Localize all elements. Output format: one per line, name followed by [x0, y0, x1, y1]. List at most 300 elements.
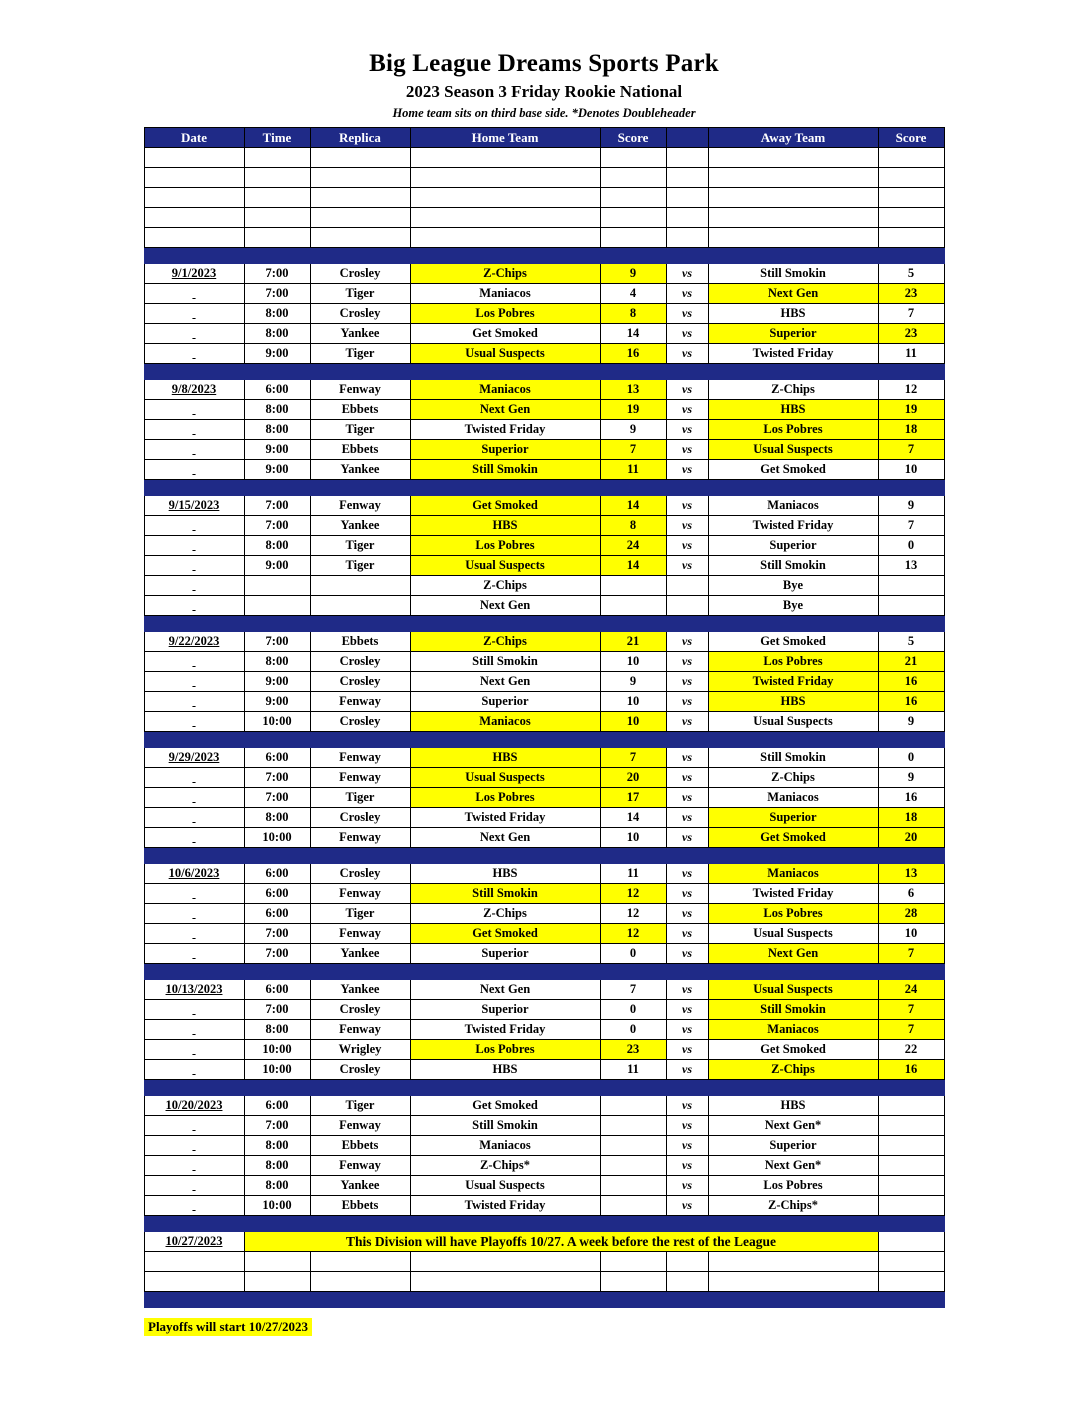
game-time: 9:00 [244, 460, 310, 480]
separator-cell [708, 732, 878, 748]
vs-label: vs [666, 944, 708, 964]
game-date [144, 1040, 244, 1060]
empty-cell [310, 1252, 410, 1272]
away-score: 5 [878, 264, 944, 284]
game-date [144, 576, 244, 596]
game-replica: Fenway [310, 768, 410, 788]
game-date [144, 516, 244, 536]
home-team: Superior [410, 692, 600, 712]
vs-label: vs [666, 1156, 708, 1176]
empty-row [144, 188, 944, 208]
separator-cell [144, 480, 244, 496]
vs-label: vs [666, 788, 708, 808]
home-score: 12 [600, 924, 666, 944]
game-row [144, 712, 944, 732]
empty-cell [708, 188, 878, 208]
col-away-score: Score [878, 128, 944, 148]
separator-cell [310, 1080, 410, 1096]
separator-cell [600, 964, 666, 980]
game-time: 8:00 [244, 1136, 310, 1156]
empty-cell [600, 148, 666, 168]
empty-cell [708, 1252, 878, 1272]
empty-cell [600, 208, 666, 228]
home-score [600, 1096, 666, 1116]
empty-cell [708, 1272, 878, 1292]
home-score: 17 [600, 788, 666, 808]
game-row [144, 536, 944, 556]
week-separator [144, 1216, 944, 1232]
home-team: Superior [410, 440, 600, 460]
away-team: Next Gen [708, 284, 878, 304]
home-score: 14 [600, 808, 666, 828]
away-team: HBS [708, 400, 878, 420]
away-score [878, 1196, 944, 1216]
col-home-score: Score [600, 128, 666, 148]
separator-cell [410, 248, 600, 264]
game-replica: Crosley [310, 864, 410, 884]
separator-cell [666, 848, 708, 864]
separator-cell [244, 480, 310, 496]
game-time: 8:00 [244, 420, 310, 440]
vs-label: vs [666, 1096, 708, 1116]
week-separator [144, 848, 944, 864]
vs-label: vs [666, 748, 708, 768]
game-date [144, 904, 244, 924]
separator-cell [600, 480, 666, 496]
game-row [144, 632, 944, 652]
away-score [878, 1176, 944, 1196]
separator-cell [410, 732, 600, 748]
away-score: 13 [878, 864, 944, 884]
game-replica: Fenway [310, 924, 410, 944]
vs-label: vs [666, 1176, 708, 1196]
home-team: Twisted Friday [410, 420, 600, 440]
game-date [144, 596, 244, 616]
empty-cell [666, 168, 708, 188]
game-row [144, 420, 944, 440]
separator-cell [144, 1080, 244, 1096]
vs-label: vs [666, 1000, 708, 1020]
game-row [144, 1196, 944, 1216]
home-team: HBS [410, 864, 600, 884]
home-score: 12 [600, 884, 666, 904]
game-row [144, 884, 944, 904]
separator-cell [310, 964, 410, 980]
game-replica: Tiger [310, 284, 410, 304]
game-replica: Fenway [310, 1116, 410, 1136]
empty-cell [666, 148, 708, 168]
vs-label: vs [666, 1136, 708, 1156]
game-time: 9:00 [244, 672, 310, 692]
home-score: 14 [600, 496, 666, 516]
away-team: Twisted Friday [708, 884, 878, 904]
game-row [144, 652, 944, 672]
game-replica [310, 596, 410, 616]
game-date [144, 788, 244, 808]
away-team: Next Gen* [708, 1116, 878, 1136]
separator-cell [144, 248, 244, 264]
home-team: Los Pobres [410, 788, 600, 808]
separator-cell [878, 732, 944, 748]
game-time: 7:00 [244, 1116, 310, 1136]
away-team: Los Pobres [708, 1176, 878, 1196]
vs-label: vs [666, 380, 708, 400]
away-team: Maniacos [708, 1020, 878, 1040]
vs-label: vs [666, 344, 708, 364]
vs-label: vs [666, 400, 708, 420]
separator-cell [244, 616, 310, 632]
col-vs [666, 128, 708, 148]
page-subtitle: 2023 Season 3 Friday Rookie National [405, 82, 683, 101]
vs-label: vs [666, 556, 708, 576]
home-team: Twisted Friday [410, 808, 600, 828]
away-team: Get Smoked [708, 632, 878, 652]
separator-cell [708, 616, 878, 632]
home-score: 11 [600, 460, 666, 480]
away-score: 16 [878, 672, 944, 692]
home-team: HBS [410, 1060, 600, 1080]
away-score: 18 [878, 808, 944, 828]
home-score: 0 [600, 1000, 666, 1020]
separator-cell [878, 616, 944, 632]
game-replica: Ebbets [310, 1196, 410, 1216]
vs-label: vs [666, 632, 708, 652]
game-time: 6:00 [244, 748, 310, 768]
empty-cell [666, 188, 708, 208]
game-replica [310, 576, 410, 596]
away-score [878, 1136, 944, 1156]
empty-cell [600, 188, 666, 208]
separator-cell [666, 964, 708, 980]
game-date [144, 1196, 244, 1216]
away-score: 10 [878, 924, 944, 944]
separator-cell [600, 848, 666, 864]
vs-label: vs [666, 884, 708, 904]
game-row [144, 304, 944, 324]
away-team: Z-Chips* [708, 1196, 878, 1216]
game-date [144, 924, 244, 944]
away-team: Superior [708, 1136, 878, 1156]
away-team: Twisted Friday [708, 516, 878, 536]
away-team: Still Smokin [708, 556, 878, 576]
home-team: Maniacos [410, 284, 600, 304]
separator-cell [244, 732, 310, 748]
game-replica: Ebbets [310, 400, 410, 420]
game-date [144, 420, 244, 440]
game-replica: Crosley [310, 808, 410, 828]
game-time [244, 576, 310, 596]
week-separator [144, 1292, 944, 1308]
empty-cell [410, 188, 600, 208]
home-team: Z-Chips [410, 576, 600, 596]
away-team: Z-Chips [708, 1060, 878, 1080]
game-date [144, 828, 244, 848]
separator-cell [410, 616, 600, 632]
away-score: 13 [878, 556, 944, 576]
game-row [144, 672, 944, 692]
game-time: 7:00 [244, 924, 310, 944]
separator-cell [878, 848, 944, 864]
away-score: 23 [878, 284, 944, 304]
separator-cell [878, 964, 944, 980]
empty-cell [144, 1252, 244, 1272]
empty-cell [708, 228, 878, 248]
game-date: 9/8/2023 [144, 380, 244, 400]
empty-cell [144, 208, 244, 228]
separator-cell [244, 1292, 310, 1308]
playoffs-message: This Division will have Playoffs 10/27. A week before the rest of the League [244, 1232, 878, 1252]
separator-cell [144, 1216, 244, 1232]
vs-label: vs [666, 440, 708, 460]
vs-label: vs [666, 1196, 708, 1216]
separator-cell [600, 1292, 666, 1308]
home-team: Maniacos [410, 712, 600, 732]
vs-label: vs [666, 808, 708, 828]
game-date: 9/1/2023 [144, 264, 244, 284]
empty-cell [144, 228, 244, 248]
game-row [144, 692, 944, 712]
game-row [144, 768, 944, 788]
game-date: 9/22/2023 [144, 632, 244, 652]
away-team: HBS [708, 304, 878, 324]
empty-cell [244, 168, 310, 188]
game-time: 8:00 [244, 808, 310, 828]
footer [144, 1308, 944, 1336]
away-team: Maniacos [708, 864, 878, 884]
game-time: 10:00 [244, 1040, 310, 1060]
vs-label: vs [666, 672, 708, 692]
vs-label [666, 596, 708, 616]
empty-cell [878, 168, 944, 188]
game-date [144, 1060, 244, 1080]
away-score: 0 [878, 748, 944, 768]
separator-cell [410, 364, 600, 380]
empty-row [144, 1252, 944, 1272]
empty-cell [410, 168, 600, 188]
home-team: HBS [410, 516, 600, 536]
away-team: HBS [708, 692, 878, 712]
home-score: 23 [600, 1040, 666, 1060]
game-time: 7:00 [244, 1000, 310, 1020]
home-team: Los Pobres [410, 536, 600, 556]
home-team: Get Smoked [410, 924, 600, 944]
separator-cell [600, 364, 666, 380]
game-replica: Yankee [310, 324, 410, 344]
home-team: Still Smokin [410, 1116, 600, 1136]
game-replica: Yankee [310, 460, 410, 480]
away-score: 16 [878, 1060, 944, 1080]
away-score [878, 1096, 944, 1116]
empty-cell [708, 168, 878, 188]
game-date [144, 1136, 244, 1156]
empty-cell [410, 208, 600, 228]
home-score: 7 [600, 980, 666, 1000]
game-replica: Tiger [310, 904, 410, 924]
empty-cell [878, 208, 944, 228]
game-replica: Fenway [310, 884, 410, 904]
vs-label: vs [666, 828, 708, 848]
game-time: 9:00 [244, 556, 310, 576]
separator-cell [708, 1080, 878, 1096]
game-row [144, 1000, 944, 1020]
game-date [144, 556, 244, 576]
away-team: Z-Chips [708, 768, 878, 788]
home-score: 11 [600, 864, 666, 884]
game-replica: Tiger [310, 344, 410, 364]
away-team: Still Smokin [708, 1000, 878, 1020]
separator-cell [666, 1216, 708, 1232]
empty-cell [144, 1272, 244, 1292]
game-row [144, 380, 944, 400]
home-score: 24 [600, 536, 666, 556]
game-time: 10:00 [244, 1060, 310, 1080]
empty-cell [600, 1272, 666, 1292]
separator-cell [410, 1292, 600, 1308]
vs-label: vs [666, 904, 708, 924]
game-time: 9:00 [244, 344, 310, 364]
playoffs-empty-score [878, 1232, 944, 1252]
game-time: 7:00 [244, 496, 310, 516]
game-replica: Crosley [310, 1060, 410, 1080]
separator-cell [310, 248, 410, 264]
away-team: Usual Suspects [708, 924, 878, 944]
separator-cell [410, 1216, 600, 1232]
away-score: 20 [878, 828, 944, 848]
away-team: Bye [708, 596, 878, 616]
game-row [144, 980, 944, 1000]
away-team: Z-Chips [708, 380, 878, 400]
game-row [144, 904, 944, 924]
away-score: 18 [878, 420, 944, 440]
home-team: Next Gen [410, 828, 600, 848]
game-time: 7:00 [244, 632, 310, 652]
vs-label: vs [666, 980, 708, 1000]
game-row [144, 1096, 944, 1116]
empty-cell [310, 228, 410, 248]
home-team: Next Gen [410, 596, 600, 616]
home-team: HBS [410, 748, 600, 768]
game-time: 6:00 [244, 1096, 310, 1116]
away-team: Los Pobres [708, 420, 878, 440]
away-score: 9 [878, 712, 944, 732]
away-score: 5 [878, 632, 944, 652]
playoffs-date: 10/27/2023 [144, 1232, 244, 1252]
home-score: 12 [600, 904, 666, 924]
separator-cell [144, 964, 244, 980]
game-date [144, 400, 244, 420]
game-time: 9:00 [244, 440, 310, 460]
game-replica: Crosley [310, 672, 410, 692]
col-away-team: Away Team [708, 128, 878, 148]
game-time: 7:00 [244, 768, 310, 788]
away-score: 24 [878, 980, 944, 1000]
home-score: 0 [600, 944, 666, 964]
game-date: 9/15/2023 [144, 496, 244, 516]
empty-cell [708, 148, 878, 168]
home-score: 4 [600, 284, 666, 304]
game-time: 8:00 [244, 1020, 310, 1040]
empty-cell [410, 228, 600, 248]
game-date [144, 768, 244, 788]
empty-cell [244, 148, 310, 168]
empty-cell [144, 188, 244, 208]
vs-label: vs [666, 1020, 708, 1040]
game-time: 7:00 [244, 516, 310, 536]
empty-cell [666, 1252, 708, 1272]
col-date: Date [144, 128, 244, 148]
separator-cell [878, 1292, 944, 1308]
table-body [144, 148, 944, 1308]
home-score: 9 [600, 264, 666, 284]
empty-cell [244, 1272, 310, 1292]
away-team: Usual Suspects [708, 440, 878, 460]
game-replica: Tiger [310, 1096, 410, 1116]
home-team: Los Pobres [410, 1040, 600, 1060]
game-row [144, 1060, 944, 1080]
away-team: Twisted Friday [708, 672, 878, 692]
separator-cell [310, 848, 410, 864]
game-row [144, 1136, 944, 1156]
vs-label: vs [666, 924, 708, 944]
vs-label: vs [666, 536, 708, 556]
game-row [144, 1156, 944, 1176]
home-team: Usual Suspects [410, 344, 600, 364]
home-team: Still Smokin [410, 652, 600, 672]
separator-cell [244, 964, 310, 980]
separator-cell [708, 480, 878, 496]
game-replica: Yankee [310, 980, 410, 1000]
game-replica: Fenway [310, 748, 410, 768]
separator-cell [878, 364, 944, 380]
empty-cell [310, 1272, 410, 1292]
empty-cell [410, 1272, 600, 1292]
away-team: Twisted Friday [708, 344, 878, 364]
home-team: Z-Chips* [410, 1156, 600, 1176]
game-row [144, 516, 944, 536]
separator-cell [666, 1292, 708, 1308]
separator-cell [244, 364, 310, 380]
away-score: 9 [878, 496, 944, 516]
empty-cell [600, 168, 666, 188]
away-score [878, 1156, 944, 1176]
home-team: Still Smokin [410, 884, 600, 904]
week-separator [144, 480, 944, 496]
game-replica: Fenway [310, 1156, 410, 1176]
game-time: 8:00 [244, 1176, 310, 1196]
away-score: 22 [878, 1040, 944, 1060]
empty-cell [144, 168, 244, 188]
home-score: 8 [600, 516, 666, 536]
empty-row [144, 228, 944, 248]
game-replica: Yankee [310, 944, 410, 964]
separator-cell [666, 1080, 708, 1096]
vs-label: vs [666, 516, 708, 536]
empty-cell [310, 208, 410, 228]
separator-cell [708, 1292, 878, 1308]
game-date [144, 1156, 244, 1176]
empty-cell [666, 228, 708, 248]
separator-cell [244, 248, 310, 264]
week-separator [144, 964, 944, 980]
away-score: 12 [878, 380, 944, 400]
vs-label: vs [666, 1060, 708, 1080]
away-team: Still Smokin [708, 264, 878, 284]
separator-cell [878, 1080, 944, 1096]
home-score: 20 [600, 768, 666, 788]
game-replica: Crosley [310, 304, 410, 324]
week-separator [144, 616, 944, 632]
empty-row [144, 168, 944, 188]
